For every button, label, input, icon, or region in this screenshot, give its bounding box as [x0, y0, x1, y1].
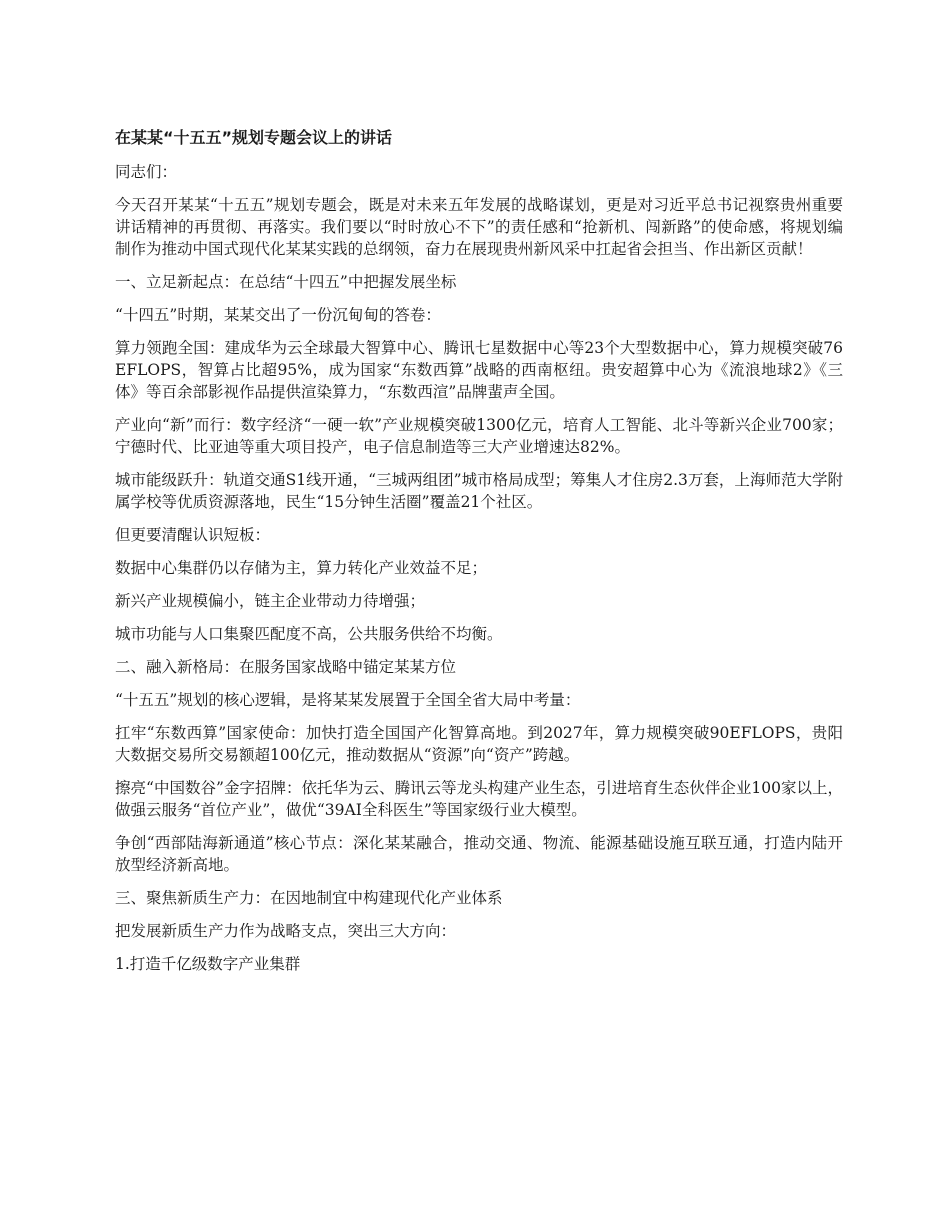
- paragraph: 数据中心集群仍以存储为主，算力转化产业效益不足；: [115, 559, 488, 577]
- paragraph: 争创“西部陆海新通道”核心节点：深化某某融合，推动交通、物流、能源基础设施互联互通，打造内陆开放型经济新高地。: [115, 834, 843, 874]
- paragraph: 城市功能与人口集聚匹配度不高，公共服务供给不均衡。: [115, 625, 503, 643]
- subheading: 1.打造千亿级数字产业集群: [115, 955, 301, 973]
- section-heading-2: 二、融入新格局：在服务国家战略中锚定某某方位: [115, 658, 457, 676]
- paragraph: 擦亮“中国数谷”金字招牌：依托华为云、腾讯云等龙头构建产业生态，引进培育生态伙伴企业100家以上，做强云服务“首位产业”，做优“39AI全科医生”等国家级行业大模型。: [115, 779, 843, 819]
- paragraph: 但更要清醒认识短板：: [115, 526, 271, 544]
- paragraph: 把发展新质生产力作为战略支点，突出三大方向：: [115, 922, 457, 940]
- paragraph: 城市能级跃升：轨道交通S1线开通，“三城两组团”城市格局成型；筹集人才住房2.3万套，上海师范大学附属学校等优质资源落地，民生“15分钟生活圈”覆盖21个社区。: [115, 471, 843, 511]
- section-heading-1: 一、立足新起点：在总结“十四五”中把握发展坐标: [115, 273, 457, 291]
- paragraph: “十五五”规划的核心逻辑，是将某某发展置于全国全省大局中考量：: [115, 691, 581, 709]
- paragraph-intro: 今天召开某某“十五五”规划专题会，既是对未来五年发展的战略谋划，更是对习近平总书记视察贵州重要讲话精神的再贯彻、再落实。我们要以“时时放心不下”的责任感和“抢新机、闯新路”的使命感，将规划编制作为推动中国式现代化某某实践的总纲领，奋力在展现贵州新风采中扛起省会担当、作出新区贡献！: [115, 196, 843, 258]
- document-page: [115, 127, 843, 986]
- paragraph: 扛牢“东数西算”国家使命：加快打造全国国产化智算高地。到2027年，算力规模突破90EFLOPS，贵阳大数据交易所交易额超100亿元，推动数据从“资源”向“资产”跨越。: [115, 724, 843, 764]
- greeting: 同志们：: [115, 163, 178, 181]
- paragraph: 算力领跑全国：建成华为云全球最大智算中心、腾讯七星数据中心等23个大型数据中心，算力规模突破76EFLOPS，智算占比超95%，成为国家“东数西算”战略的西南枢纽。贵安超算中心为《流浪地球2》《三体》等百余部影视作品提供渲染算力，“东数西渲”品牌蜚声全国。: [115, 339, 843, 401]
- paragraph: “十四五”时期，某某交出了一份沉甸甸的答卷：: [115, 306, 441, 324]
- section-heading-3: 三、聚焦新质生产力：在因地制宜中构建现代化产业体系: [115, 889, 503, 907]
- paragraph: 产业向“新”而行：数字经济“一硬一软”产业规模突破1300亿元，培育人工智能、北斗等新兴企业700家；宁德时代、比亚迪等重大项目投产，电子信息制造等三大产业增速达82%。: [115, 416, 843, 456]
- paragraph: 新兴产业规模偏小，链主企业带动力待增强；: [115, 592, 426, 610]
- document-title: 在某某“十五五”规划专题会议上的讲话: [115, 128, 393, 147]
